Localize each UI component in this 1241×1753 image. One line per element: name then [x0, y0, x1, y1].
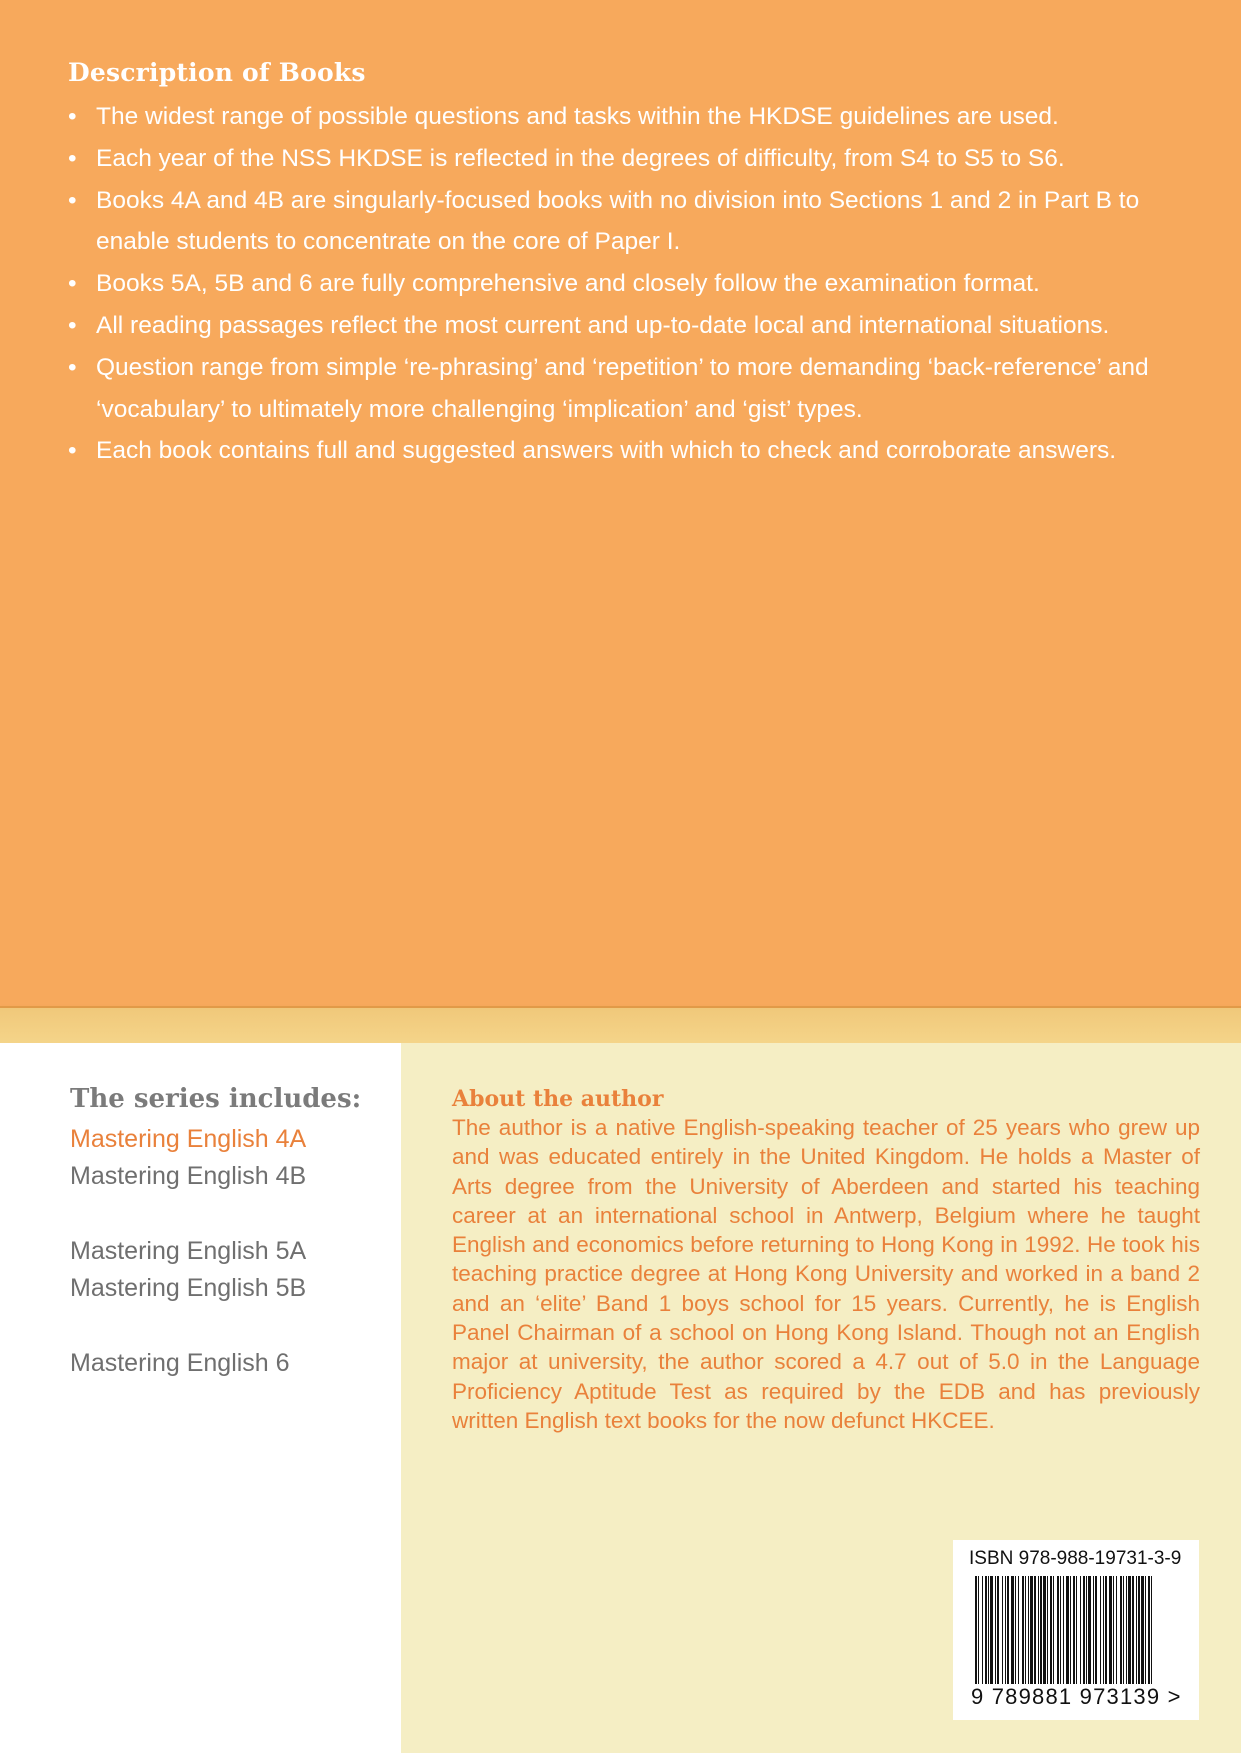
barcode-bar	[990, 1576, 993, 1684]
barcode-bar	[1076, 1576, 1077, 1684]
description-bullet: • Books 5A, 5B and 6 are fully comprehensive and closely follow the examination format.	[68, 263, 1218, 305]
barcode-bar	[1145, 1576, 1146, 1684]
series-item-4b: Mastering English 4B	[70, 1162, 307, 1190]
isbn-number: ISBN 978-988-19731-3-9	[969, 1548, 1182, 1569]
barcode-bar	[1066, 1576, 1069, 1684]
barcode-bar	[997, 1576, 999, 1684]
barcode-bar	[1025, 1576, 1026, 1684]
barcode-bar	[1002, 1576, 1003, 1684]
barcode-bar	[1093, 1576, 1094, 1684]
author-title: About the author	[452, 1086, 664, 1112]
barcode-bar	[1070, 1576, 1071, 1684]
series-item-6: Mastering English 6	[70, 1349, 290, 1377]
description-bullet-list	[68, 96, 1218, 472]
barcode-bar	[1005, 1576, 1006, 1684]
barcode-bar	[1034, 1576, 1036, 1684]
barcode-bar	[1128, 1576, 1131, 1684]
author-bio: The author is a native English-speaking teacher of 25 years who grew up and was educated entirely in the United Kingdom. He holds a Master of Arts degree from the University of Aberdeen and started his teaching career at an international school in Antwerp, Belgium where he taught English and economics before returning to Hong Kong in 1992. He took his teaching practice degree at Hong Kong University and worked in a band 2 and an ‘elite’ Band 1 boys school for 15 years. Currently, he is English Panel Chairman of a school on Hong Kong Island. Though not an English major at university, the author scored a 4.7 out of 5.0 in the Language Proficiency Aptitude Test as required by the EDB and has previously written English text books for the now defunct HKCEE.	[452, 1115, 1200, 1433]
barcode-bar	[1030, 1576, 1033, 1684]
barcode-bar	[1073, 1576, 1075, 1684]
barcode-bar	[978, 1576, 979, 1684]
barcode-bar	[1088, 1576, 1091, 1684]
series-item-5a: Mastering English 5A	[70, 1237, 307, 1265]
barcode-bar	[1109, 1576, 1112, 1684]
barcode-bar	[1095, 1576, 1097, 1684]
series-item-5b: Mastering English 5B	[70, 1274, 307, 1302]
description-bullet: • The widest range of possible questions and tasks within the HKDSE guidelines are used.	[68, 96, 1218, 138]
barcode-bar	[1120, 1576, 1122, 1684]
description-bullet: • All reading passages reflect the most current and up-to-date local and international situations.	[68, 305, 1218, 347]
barcode-bar	[1141, 1576, 1144, 1684]
barcode-bar	[1015, 1576, 1016, 1684]
series-title: The series includes:	[70, 1084, 362, 1114]
barcode-bar	[1086, 1576, 1087, 1684]
barcode-bar	[1105, 1576, 1107, 1684]
barcode-bar	[1022, 1576, 1024, 1684]
barcode-bar	[1151, 1576, 1152, 1684]
barcode-bar	[1116, 1576, 1117, 1684]
barcode-bar	[1028, 1576, 1029, 1684]
barcode-bar	[1057, 1576, 1059, 1684]
isbn-barcode	[953, 1540, 1199, 1720]
barcode-bar	[982, 1576, 983, 1684]
barcode-bars	[975, 1576, 1155, 1684]
barcode-bar	[995, 1576, 996, 1684]
barcode-bar	[1083, 1576, 1085, 1684]
barcode-bar	[1126, 1576, 1127, 1684]
barcode-bar	[1148, 1576, 1150, 1684]
barcode-bar	[975, 1576, 977, 1684]
barcode-bar	[1063, 1576, 1064, 1684]
description-title: Description of Books	[68, 58, 366, 87]
barcode-bar	[1138, 1576, 1140, 1684]
barcode-bar	[1113, 1576, 1114, 1684]
barcode-bar	[1060, 1576, 1061, 1684]
barcode-digits: 9 789881 973139 >	[971, 1684, 1182, 1709]
barcode-bar	[1100, 1576, 1101, 1684]
barcode-bar	[1011, 1576, 1014, 1684]
barcode-bar	[1053, 1576, 1054, 1684]
barcode-bar	[1123, 1576, 1124, 1684]
barcode-bar	[988, 1576, 989, 1684]
barcode-bar	[1080, 1576, 1081, 1684]
barcode-bar	[1136, 1576, 1137, 1684]
description-bullet: • Each year of the NSS HKDSE is reflected in the degrees of difficulty, from S4 to S5 to S6.	[68, 138, 1218, 180]
barcode-bar	[1038, 1576, 1039, 1684]
barcode-bar	[985, 1576, 987, 1684]
barcode-bar	[1132, 1576, 1134, 1684]
divider-band	[0, 1006, 1241, 1045]
barcode-bar	[1047, 1576, 1048, 1684]
description-bullet: • Books 4A and 4B are singularly-focused books with no division into Sections 1 and 2 in Part B to enable students to concentrate on the core of Paper I.	[68, 180, 1218, 264]
description-bullet: • Each book contains full and suggested answers with which to check and corroborate answers.	[68, 430, 1218, 472]
barcode-bar	[1050, 1576, 1052, 1684]
barcode-bar	[1018, 1576, 1019, 1684]
barcode-bar	[1007, 1576, 1009, 1684]
barcode-bar	[1040, 1576, 1042, 1684]
barcode-bar	[1103, 1576, 1104, 1684]
series-item-4a: Mastering English 4A	[70, 1125, 307, 1153]
barcode-bar	[1043, 1576, 1046, 1684]
description-bullet: • Question range from simple ‘re-phrasing’ and ‘repetition’ to more demanding ‘back-reference’ and ‘vocabulary’ to ultimately more challenging ‘implication’ and ‘gist’ types.	[68, 347, 1218, 431]
